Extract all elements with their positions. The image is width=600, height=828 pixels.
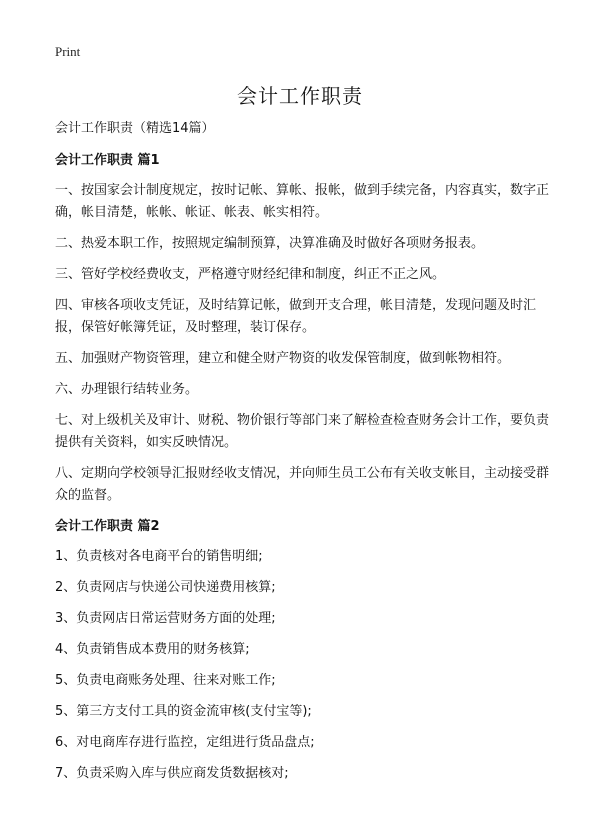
paragraph: 六、办理银行结转业务。 (55, 382, 199, 397)
list-item: 6、对电商库存进行监控，定组进行货品盘点; (55, 735, 315, 750)
paragraph: 一、按国家会计制度规定，按时记帐、算帐、报帐，做到手续完备，内容真实，数字正确，帐目清楚，帐帐、帐证、帐表、帐实相符。 (55, 183, 550, 220)
section-heading: 会计工作职责 篇1 (55, 153, 160, 168)
article-body (55, 118, 555, 794)
paragraph: 三、管好学校经费收支，严格遵守财经纪律和制度，纠正不正之风。 (55, 267, 446, 282)
list-item: 5、第三方支付工具的资金流审核(支付宝等); (55, 704, 312, 719)
list-item: 4、负责销售成本费用的财务核算; (55, 642, 250, 657)
list-item: 7、负责采购入库与供应商发货数据核对; (55, 766, 289, 781)
paragraph: 八、定期向学校领导汇报财经收支情况，并向师生员工公布有关收支帐目，主动接受群众的监督。 (55, 466, 550, 503)
print-link[interactable]: Print (55, 44, 81, 59)
list-item: 5、负责电商账务处理、往来对账工作; (55, 673, 276, 688)
paragraph: 二、热爱本职工作，按照规定编制预算，决算准确及时做好各项财务报表。 (55, 236, 485, 251)
paragraph: 四、审核各项收支凭证，及时结算记帐，做到开支合理，帐目清楚，发现问题及时汇报，保管好帐簿凭证，及时整理，装订保存。 (55, 298, 537, 335)
list-item: 3、负责网店日常运营财务方面的处理; (55, 611, 276, 626)
article-subtitle: 会计工作职责（精选14篇） (55, 121, 215, 136)
section-heading: 会计工作职责 篇2 (55, 519, 160, 534)
list-item: 2、负责网店与快递公司快递费用核算; (55, 580, 276, 595)
paragraph: 七、对上级机关及审计、财税、物价银行等部门来了解检查检查财务会计工作，要负责提供有关资料，如实反映情况。 (55, 413, 550, 450)
page-title: 会计工作职责 (237, 84, 363, 108)
paragraph: 五、加强财产物资管理，建立和健全财产物资的收发保管制度，做到帐物相符。 (55, 351, 511, 366)
list-item: 1、负责核对各电商平台的销售明细; (55, 549, 263, 564)
